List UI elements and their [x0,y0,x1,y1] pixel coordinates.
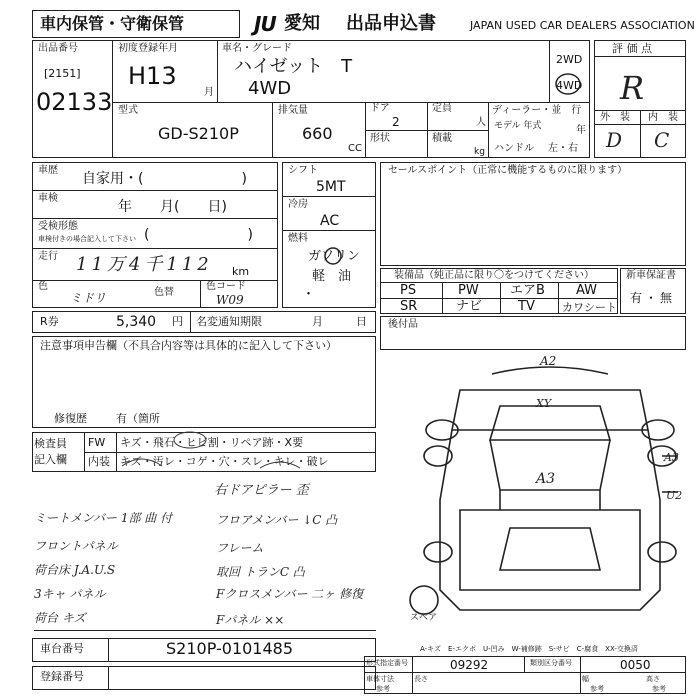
inspector-check-marks [110,430,410,474]
drive-2wd: 2WD [556,53,583,66]
lot-number-label: 出品番号 [38,43,78,54]
door-value: 2 [392,115,400,129]
handwritten-note-6: 荷台床 J.A.U.S [34,563,116,577]
diagram-mark-a3-right: A3 [664,451,679,464]
displacement-value: 660 [302,124,333,143]
interior-grade: C [654,128,670,152]
type-label: 型式 [118,105,138,116]
class-code-label: 類別区分番号 [530,659,572,667]
year-unit: 年 [576,125,586,136]
equip-pw: PW [458,283,479,298]
class-code-value: 0050 [620,658,651,672]
equip-sr: SR [400,299,418,314]
load-unit: kg [474,147,485,157]
registration-month-unit: 月 [204,87,214,98]
height-label: 高さ [646,675,660,683]
handwritten-note-8: 3キャ パネル [34,587,106,601]
handwritten-note-3: フロアメンバー ↓C 凸 [216,513,338,527]
inspector-label: 検査員 [34,437,67,450]
reference-label-1: 参考 [376,685,390,693]
chassis-number-value: S210P-0101485 [166,639,294,658]
color-label: 色 [38,281,48,292]
handle-label: ハンドル [494,143,534,154]
evaluation-label: 評 価 点 [612,42,652,55]
repair-history-value: 有（箇所 [116,412,160,425]
inspection-value: 年 月( 日) [118,199,227,215]
first-registration-label: 初度登録年月 [118,43,178,54]
fuel-value: ガソリン [308,249,361,264]
history-value: 自家用・( ) [82,171,247,187]
type-code-label: 形式指定番号 [366,659,408,667]
lot-number: 02133 [36,88,113,116]
fuel-blank: ・ [302,287,316,302]
dealer-label: ディーラー・並 行 [492,105,582,116]
warranty-value: 有・無 [630,291,676,305]
fw-items: キズ・飛石・ヒビ割・リペア跡・X要 [120,436,304,449]
color-value: ミドリ [70,291,107,305]
exterior-grade: D [606,128,623,152]
fuel-alt: 軽 油 [312,269,352,284]
interior-check-label: 内装 [88,455,110,468]
region-name: 愛知 [284,13,320,34]
ju-logo: JU [254,12,276,36]
equip-leather-seat: カワシート [562,301,617,314]
mileage-label: 走行 [38,251,58,262]
interior-label: 内 装 [648,112,678,123]
association-name: JAPAN USED CAR DEALERS ASSOCIATION [470,19,695,32]
fuel-label: 燃料 [288,233,308,244]
drive-4wd-circle-mark [553,72,583,96]
equip-navi: ナビ [456,299,483,314]
color-code-label: 色コード [206,281,246,292]
inspection-label: 車検 [38,193,58,204]
handwritten-note-1: 右ドアピラー 歪 [214,483,309,498]
inspector-entry-label: 記入欄 [34,453,67,466]
sales-point-label: セールスポイント（正常に機能するものに限ります） [388,165,628,176]
spare-tire-label: スペア [410,613,438,623]
equip-tv: TV [518,299,535,314]
notes-label: 注意事項申告欄（不具合内容等は具体的に記入して下さい） [40,339,337,352]
model-drive: 4WD [248,78,292,99]
door-label: ドア [370,103,390,114]
registration-number-label: 登録番号 [40,670,84,683]
damage-legend: A-キズ E-エクボ U-凹み W-補修跡 S-サビ C-腐食 XX-交換済 [420,645,638,653]
load-label: 積載 [432,133,452,144]
diagram-mark-xy: XY [536,397,552,410]
equip-ps: PS [400,283,417,298]
drive-4wd: 4WD [556,79,583,92]
notice-day: 日 [356,315,367,328]
displacement-label: 排気量 [278,105,308,116]
shift-label: シフト [288,165,318,176]
aftermarket-label: 後付品 [388,319,418,330]
capacity-unit: 人 [476,117,486,128]
capacity-label: 定員 [432,103,452,114]
storage-label: 車内保管・守衛保管 [40,14,185,33]
model-name: ハイゼット T [234,56,353,77]
receive-type-value: ( ) [144,227,253,243]
history-label: 車歴 [38,165,58,176]
color-code-value: W09 [216,293,244,307]
displacement-unit: CC [348,143,362,154]
ac-value: AC [320,213,340,229]
fw-label: FW [88,436,106,449]
mileage-value: 11万4千112 [76,254,213,275]
handwritten-note-10: 荷台 キズ [34,611,86,625]
mileage-unit: km [232,265,250,278]
diagram-mark-a3-center: A3 [536,471,556,487]
width-label: 幅 [582,675,589,683]
model-year-label: モデル 年式 [494,121,542,131]
aftermarket-box [380,316,686,350]
handle-value: 左・右 [548,143,578,154]
handwritten-note-9: Fクロスメンバー 二ヶ 修復 [216,587,364,601]
recolor-label: 色替 [154,287,174,298]
recycle-unit: 円 [172,315,183,328]
equip-aw: AW [576,283,598,298]
lot-sub-number: [2151] [44,67,81,80]
length-label: 長さ [414,675,428,683]
equip-airbag: エアB [510,283,545,298]
type-value: GD-S210P [158,124,239,143]
handwritten-note-4: フロントパネル [34,539,118,553]
repair-history-label: 修復歴 [54,412,87,425]
handwritten-note-5: フレーム [216,541,264,555]
reference-label-3: 参考 [652,685,666,693]
exterior-label: 外 装 [600,112,630,123]
handwritten-note-2: ミートメンバー 1部 曲 付 [34,511,173,525]
form-title: 出品申込書 [346,13,436,34]
equipment-label: 装備品（純正品に限り〇をつけてください） [394,270,594,281]
reference-label-2: 参考 [590,685,604,693]
ac-label: 冷房 [288,199,308,210]
body-size-label: 車体寸法 [366,675,394,683]
shift-value: 5MT [316,179,346,195]
fuel-circle-mark [323,246,343,266]
model-grade-label: 車名・グレード [222,43,292,54]
receive-type-label: 受検形態 [38,221,78,232]
recycle-label: R券 [40,315,59,328]
diagram-mark-a2: A2 [540,354,557,368]
type-code-value: 09292 [450,658,489,672]
warranty-label: 新車保証書 [626,270,676,281]
name-change-label: 名変通知期限 [196,315,262,328]
interior-check-items: キズ・汚レ・コゲ・穴・スレ・キレ・破レ [120,455,329,468]
handwritten-note-7: 取回 トランC 凸 [216,565,305,579]
first-registration-year: H13 [128,62,177,90]
receive-type-sub: 車検付きの場合記入して下さい [38,235,136,243]
diagram-mark-u2: U2 [666,489,683,502]
notice-month: 月 [312,315,323,328]
handwritten-note-11: Fパネル ×× [216,613,285,627]
shape-label: 形状 [370,133,390,144]
evaluation-score: R [620,69,645,107]
chassis-number-label: 車台番号 [40,642,84,655]
sales-point-box [380,162,686,266]
recycle-value: 5,340 [116,314,157,330]
